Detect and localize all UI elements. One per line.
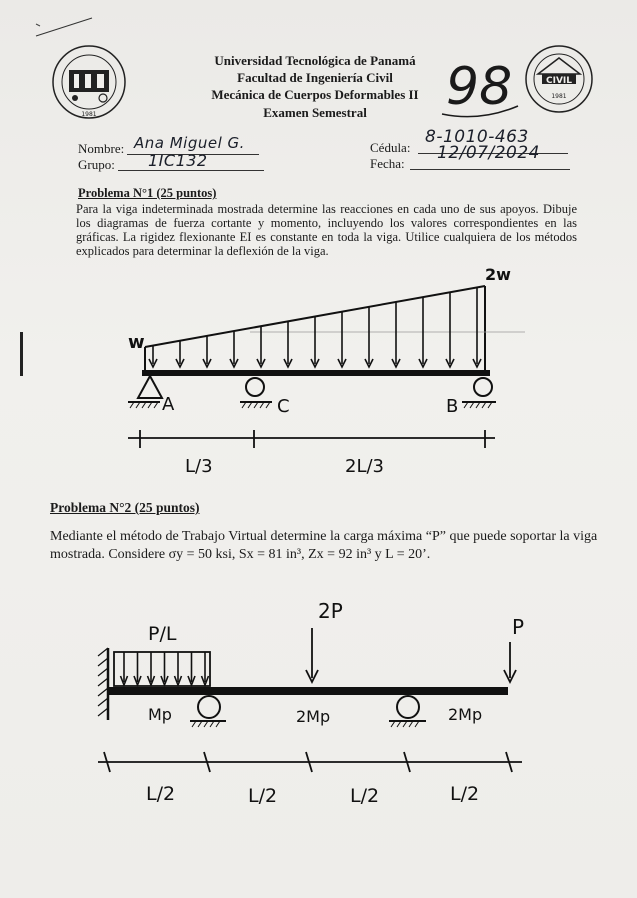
- grupo-value[interactable]: 1IC132: [148, 151, 208, 170]
- problem2-line1: Mediante el método de Trabajo Virtual determine la carga máxima “P” que puede soportar la viga: [50, 529, 598, 544]
- span-l3-label: L/3: [185, 456, 213, 477]
- problem1-text: Para la viga indeterminada mostrada determine las reacciones en cada uno de sus apoyos. Dibuje los diagramas de fuerza cortante y momento, incluyendo los valores correspondientes en las gráficas. La rigidez flexionante EI es constante en toda la viga. Utilice cualquiera de los métodos explicados para determinar la deflexión de la viga.: [76, 202, 577, 258]
- load-2w-label: 2w: [485, 265, 511, 284]
- logo-civil: CIVIL: [545, 76, 573, 86]
- mp-label-3: 2Mp: [448, 705, 483, 724]
- exam-type: Examen Semestral: [263, 105, 367, 120]
- support-c-label: C: [277, 396, 290, 417]
- span-label-4: L/2: [450, 783, 480, 805]
- grupo-label: Grupo:: [78, 157, 115, 172]
- span-label-1: L/2: [146, 783, 176, 805]
- problem2-diagram: [90, 590, 540, 820]
- point-load-p-label: P: [512, 615, 525, 639]
- span-label-2: L/2: [248, 785, 278, 807]
- grade-mark: [440, 52, 520, 122]
- problem2-title: Problema N°2 (25 puntos): [50, 500, 200, 515]
- mp-label-2: 2Mp: [296, 707, 331, 726]
- corner-pen-mark: [30, 14, 100, 44]
- load-w-label: w: [128, 332, 145, 353]
- faculty-logo: [520, 44, 598, 114]
- dist-load-label: P/L: [148, 623, 177, 645]
- problem1-title: Problema N°1 (25 puntos): [78, 186, 217, 200]
- support-a-label: A: [162, 394, 175, 415]
- problem1-diagram: [100, 262, 540, 490]
- cedula-value[interactable]: 8-1010-463: [425, 127, 529, 147]
- fecha-value[interactable]: 12/07/2024: [437, 143, 540, 163]
- fecha-label: Fecha:: [370, 156, 405, 171]
- university-logo: [45, 44, 133, 120]
- support-b-label: B: [446, 396, 459, 417]
- margin-mark: [20, 332, 23, 376]
- university-name: Universidad Tecnológica de Panamá: [214, 53, 416, 68]
- mp-label-1: Mp: [148, 705, 172, 724]
- faculty-name: Facultad de Ingeniería Civil: [237, 70, 393, 85]
- span-label-3: L/2: [350, 785, 380, 807]
- logo-year: 1981: [81, 111, 97, 118]
- nombre-value[interactable]: Ana Miguel G.: [134, 134, 245, 152]
- course-name: Mecánica de Cuerpos Deformables II: [211, 87, 419, 102]
- nombre-label: Nombre:: [78, 141, 125, 156]
- cedula-label: Cédula:: [370, 140, 411, 155]
- span-2l3-label: 2L/3: [345, 456, 384, 477]
- logo-right-year: 1981: [551, 93, 567, 100]
- point-load-2p-label: 2P: [318, 599, 343, 623]
- grade-value: 98: [446, 57, 513, 117]
- problem2-line2: mostrada. Considere σy = 50 ksi, Sx = 81 in³, Zx = 92 in³ y L = 20’.: [50, 547, 431, 562]
